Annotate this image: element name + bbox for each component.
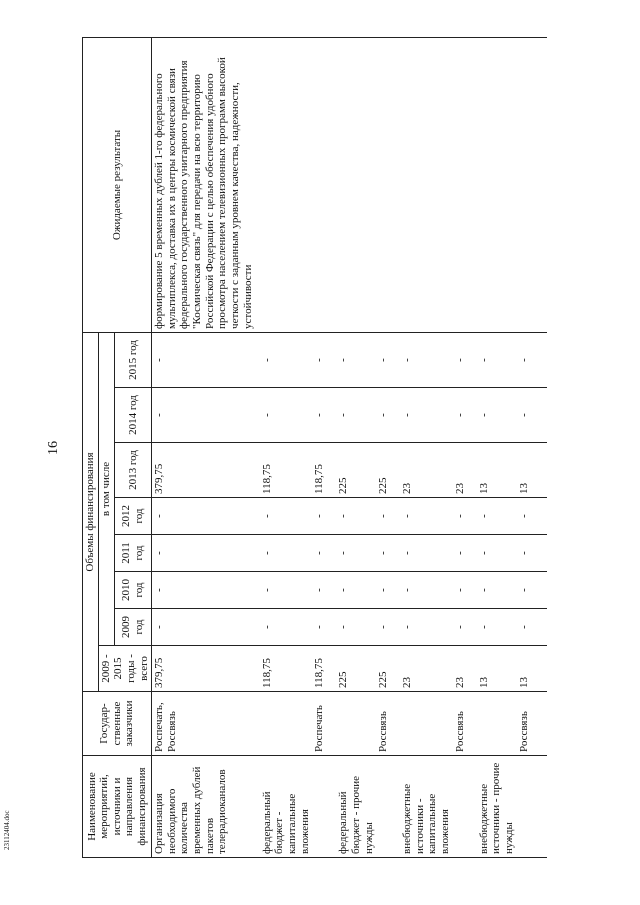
row-year-value: -	[453, 609, 477, 646]
row-year-value: -	[453, 332, 477, 387]
row-customer: Россвязь	[376, 692, 400, 756]
row-year-value: -	[312, 535, 336, 572]
row-name: внебюджетные источники - прочие нужды	[477, 756, 517, 858]
row-customer	[336, 692, 376, 756]
row-name: федеральный бюджет - прочие нужды	[336, 756, 376, 858]
row-year-value: -	[400, 498, 453, 535]
table-row	[152, 37, 260, 857]
row-year-value: -	[152, 609, 260, 646]
financing-table	[82, 37, 547, 858]
row-name	[376, 756, 400, 858]
row-year-value: -	[477, 332, 517, 387]
header-year: 2009 год	[114, 609, 151, 646]
row-year-value: -	[376, 609, 400, 646]
row-year-value: -	[260, 498, 313, 535]
row-year-value: -	[260, 572, 313, 609]
row-year-value: -	[152, 498, 260, 535]
row-year-value: -	[453, 572, 477, 609]
row-year-value: -	[312, 609, 336, 646]
header-year: 2010 год	[114, 572, 151, 609]
row-customer: Роспечать, Россвязь	[152, 692, 260, 756]
row-customer: Россвязь	[453, 692, 477, 756]
row-year-value: 118,75	[260, 443, 313, 498]
row-name	[312, 756, 336, 858]
row-year-value: -	[336, 332, 376, 387]
row-total: 225	[336, 646, 376, 692]
rotated-table-region	[82, 38, 580, 858]
row-year-value: -	[453, 498, 477, 535]
row-year-value: -	[453, 388, 477, 443]
row-year-value: -	[260, 609, 313, 646]
header-year: 2015 год	[114, 332, 151, 387]
row-year-value: -	[477, 388, 517, 443]
row-total: 118,75	[260, 646, 313, 692]
row-customer	[477, 692, 517, 756]
header-name: Наименование мероприятий, источники и направления финансирования	[83, 756, 152, 858]
row-year-value: 379,75	[152, 443, 260, 498]
row-year-value: -	[152, 332, 260, 387]
row-year-value: -	[477, 498, 517, 535]
row-total: 13	[517, 646, 547, 692]
row-year-value: -	[517, 572, 547, 609]
row-year-value: -	[400, 572, 453, 609]
row-name: внебюджетные источники - капитальные вложения	[400, 756, 453, 858]
row-year-value: 225	[376, 443, 400, 498]
row-year-value: -	[336, 609, 376, 646]
header-year: 2013 год	[114, 443, 151, 498]
row-year-value: -	[477, 609, 517, 646]
row-year-value: 23	[400, 443, 453, 498]
row-year-value: -	[376, 332, 400, 387]
row-year-value: -	[312, 388, 336, 443]
row-year-value: -	[517, 388, 547, 443]
footer-filename: 23112404.doc	[3, 810, 11, 850]
row-year-value: -	[336, 498, 376, 535]
row-year-value: -	[376, 572, 400, 609]
row-customer: Роспечать	[312, 692, 336, 756]
row-year-value: -	[400, 609, 453, 646]
row-year-value: -	[400, 535, 453, 572]
row-year-value: -	[400, 332, 453, 387]
header-results: Ожидаемые результаты	[83, 37, 152, 332]
row-total: 118,75	[312, 646, 336, 692]
row-year-value: -	[260, 535, 313, 572]
row-total: 13	[477, 646, 517, 692]
row-total: 23	[400, 646, 453, 692]
row-year-value: -	[312, 332, 336, 387]
row-year-value: -	[477, 572, 517, 609]
row-customer	[260, 692, 313, 756]
row-year-value: -	[517, 609, 547, 646]
row-year-value: -	[376, 498, 400, 535]
header-volumes: Объемы финансирования	[83, 332, 99, 691]
row-year-value: 225	[336, 443, 376, 498]
row-name: федеральный бюджет - капитальные вложения	[260, 756, 313, 858]
row-year-value: -	[152, 535, 260, 572]
row-year-value: -	[477, 535, 517, 572]
row-year-value: -	[260, 332, 313, 387]
row-year-value: -	[376, 388, 400, 443]
row-year-value: -	[152, 388, 260, 443]
row-name	[453, 756, 477, 858]
row-year-value: -	[517, 535, 547, 572]
header-year: 2011 год	[114, 535, 151, 572]
row-year-value: -	[517, 498, 547, 535]
row-total: 23	[453, 646, 477, 692]
row-name	[517, 756, 547, 858]
row-total: 379,75	[152, 646, 260, 692]
page-number: 16	[46, 441, 61, 455]
row-year-value: -	[312, 572, 336, 609]
row-total: 225	[376, 646, 400, 692]
row-year-value: -	[336, 388, 376, 443]
row-year-value: -	[336, 535, 376, 572]
row-year-value: -	[336, 572, 376, 609]
row-customer: Россвязь	[517, 692, 547, 756]
header-including: в том числе	[98, 332, 114, 645]
row-year-value: 13	[517, 443, 547, 498]
header-year: 2012 год	[114, 498, 151, 535]
header-total: 2009 - 2015 годы - всего	[98, 646, 152, 692]
row-year-value: -	[152, 572, 260, 609]
row-year-value: -	[312, 498, 336, 535]
row-name: Организация необходимого количества временных дублей пакетов телерадиоканалов	[152, 756, 260, 858]
row-year-value: 118,75	[312, 443, 336, 498]
header-customers: Государ-ственные заказчики	[83, 692, 152, 756]
row-year-value: 23	[453, 443, 477, 498]
header-year: 2014 год	[114, 388, 151, 443]
row-result: формирование 5 временных дублей 1-го федерального мультиплекса, доставка их в центры космической связи федерального государственного унитарного предприятия "Космическая связь" для передачи на всю территорию Российской Федерации с целью обеспечения удобного просмотра населением телевизионных программ высокой четкости с заданным уровнем качества, надежности, устойчивости	[152, 37, 547, 332]
row-year-value: -	[400, 388, 453, 443]
row-year-value: -	[376, 535, 400, 572]
row-year-value: -	[517, 332, 547, 387]
row-customer	[400, 692, 453, 756]
row-year-value: -	[260, 388, 313, 443]
row-year-value: 13	[477, 443, 517, 498]
row-year-value: -	[453, 535, 477, 572]
